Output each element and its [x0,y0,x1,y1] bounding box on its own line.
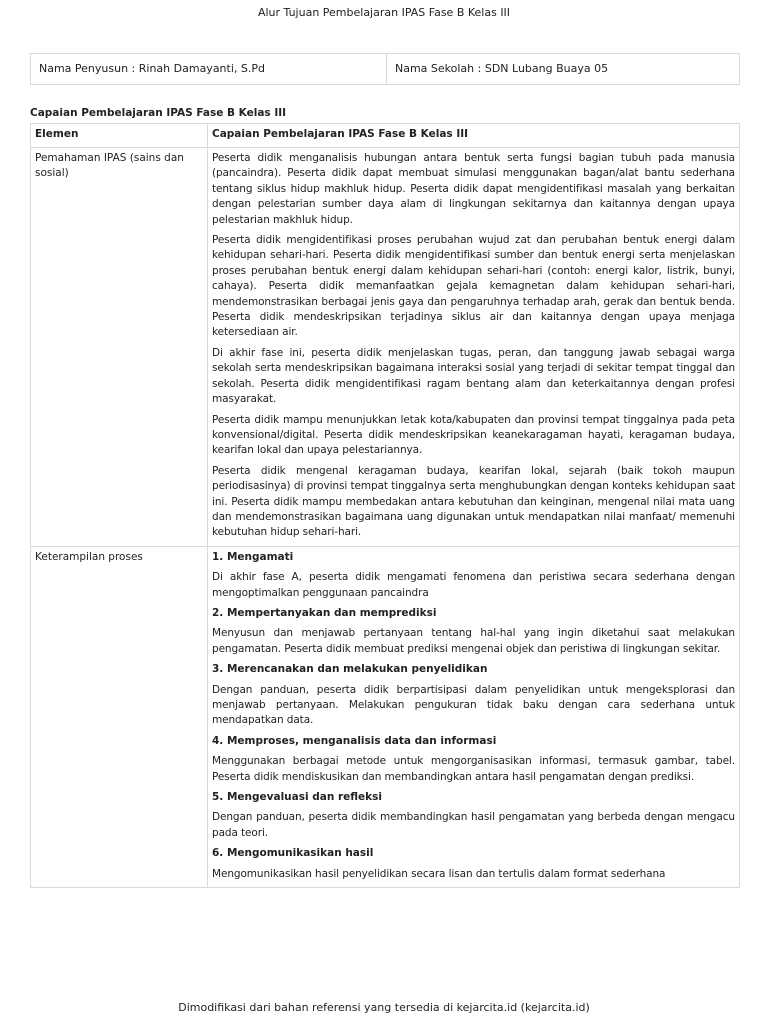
header-outcome: Capaian Pembelajaran IPAS Fase B Kelas III [208,124,740,148]
step-text: Menyusun dan menjawab pertanyaan tentang hal-hal yang ingin diketahui saat melakukan pengamatan. Peserta didik membuat prediksi mengenai objek dan peristiwa di lingkungan sekitar. [212,627,735,655]
outcome-paragraph: Peserta didik menganalisis hubungan antara bentuk serta fungsi bagian tubuh pada manusia (pancaindra). Peserta didik dapat membuat simulasi menggunakan bagan/alat bantu sederhana tentang siklus hidup makhluk hidup. Peserta didik dapat mengidentifikasi masalah yang berkaitan dengan pelestarian sumber daya alam di lingkungan sekitarnya dan kaitannya dengan upaya pelestarian makhluk hidup. [212,152,735,226]
step-text: Menggunakan berbagai metode untuk mengorganisasikan informasi, termasuk gambar, tabel. Peserta didik mendiskusikan dan membandingkan antara hasil pengamatan dengan prediksi. [212,755,735,783]
step-text: Di akhir fase A, peserta didik mengamati fenomena dan peristiwa secara sederhana dengan mengoptimalkan penggunaan pancaindra [212,571,735,599]
school-cell: Nama Sekolah : SDN Lubang Buaya 05 [387,54,740,85]
outcome-paragraph: Peserta didik mengidentifikasi proses perubahan wujud zat dan perubahan bentuk energi dalam kehidupan sehari-hari. Peserta didik mengidentifikasi sumber dan bentuk energi serta menjelaskan proses perubahan bentuk energi dalam kehidupan sehari-hari (contoh: energi kalor, listrik, bunyi, cahaya). Peserta didik memanfaatkan gejala kemagnetan dalam kehidupan sehari-hari, mendemonstrasikan berbagai jenis gaya dan pengaruhnya terhadap arah, gerak dan bentuk benda. Peserta didik mendeskripsikan terjadinya siklus air dan kaitannya dengan upaya menjaga ketersediaan air. [212,234,735,339]
element-cell: Keterampilan proses [31,546,208,887]
outcome-cell [208,546,740,887]
outcome-cell [208,148,740,547]
info-table [30,53,740,85]
info-row [31,54,740,85]
header-element: Elemen [31,124,208,148]
section-heading: Capaian Pembelajaran IPAS Fase B Kelas III [30,107,287,119]
outcome-paragraph: Di akhir fase ini, peserta didik menjelaskan tugas, peran, dan tanggung jawab sebagai warga sekolah serta mendeskripsikan bagaimana interaksi sosial yang terjadi di sekitar tempat tinggal dan sekolah. Peserta didik mengidentifikasi ragam bentang alam dan keterkaitannya dengan profesi masyarakat. [212,346,735,406]
step-title: 4. Memproses, menganalisis data dan informasi [212,734,497,747]
step-text: Dengan panduan, peserta didik berpartisipasi dalam penyelidikan untuk mengeksplorasi dan menjawab pertanyaan. Melakukan pengukuran tidak baku dengan cara sederhana untuk mendapatkan data. [212,683,735,727]
learning-outcomes-table [30,123,740,888]
step-title: 2. Mempertanyakan dan memprediksi [212,606,437,619]
table-row [31,148,740,547]
outcome-paragraph: Peserta didik mampu menunjukkan letak kota/kabupaten dan provinsi tempat tinggalnya pada peta konvensional/digital. Peserta didik mendeskripsikan keanekaragaman hayati, keragaman budaya, kearifan lokal dan upaya pelestariannya. [212,413,735,457]
step-title: 5. Mengevaluasi dan refleksi [212,791,382,804]
outcome-paragraph: Peserta didik mengenal keragaman budaya, kearifan lokal, sejarah (baik tokoh maupun periodisasinya) di provinsi tempat tinggalnya serta menghubungkan dengan konteks kehidupan saat ini. Peserta didik mampu membedakan antara kebutuhan dan keinginan, mengenal nilai mata uang dan mendemonstrasikan bagaimana uang digunakan untuk mendapatkan nilai manfaat/ memenuhi kebutuhan hidup sehari-hari. [212,464,735,539]
page-title: Alur Tujuan Pembelajaran IPAS Fase B Kelas III [257,6,511,19]
step-title: 3. Merencanakan dan melakukan penyelidikan [212,663,488,676]
step-text: Mengomunikasikan hasil penyelidikan secara lisan dan tertulis dalam format sederhana [212,867,666,880]
step-text: Dengan panduan, peserta didik membandingkan hasil pengamatan yang berbeda dengan mengacu pada teori. [212,811,735,839]
table-header-row [31,124,740,148]
table-row [31,546,740,887]
element-cell: Pemahaman IPAS (sains dan sosial) [31,148,208,547]
step-title: 1. Mengamati [212,550,294,563]
step-title: 6. Mengomunikasikan hasil [212,847,374,860]
footer-attribution: Dimodifikasi dari bahan referensi yang tersedia di kejarcita.id (kejarcita.id) [178,1001,590,1014]
author-cell: Nama Penyusun : Rinah Damayanti, S.Pd [31,54,387,85]
